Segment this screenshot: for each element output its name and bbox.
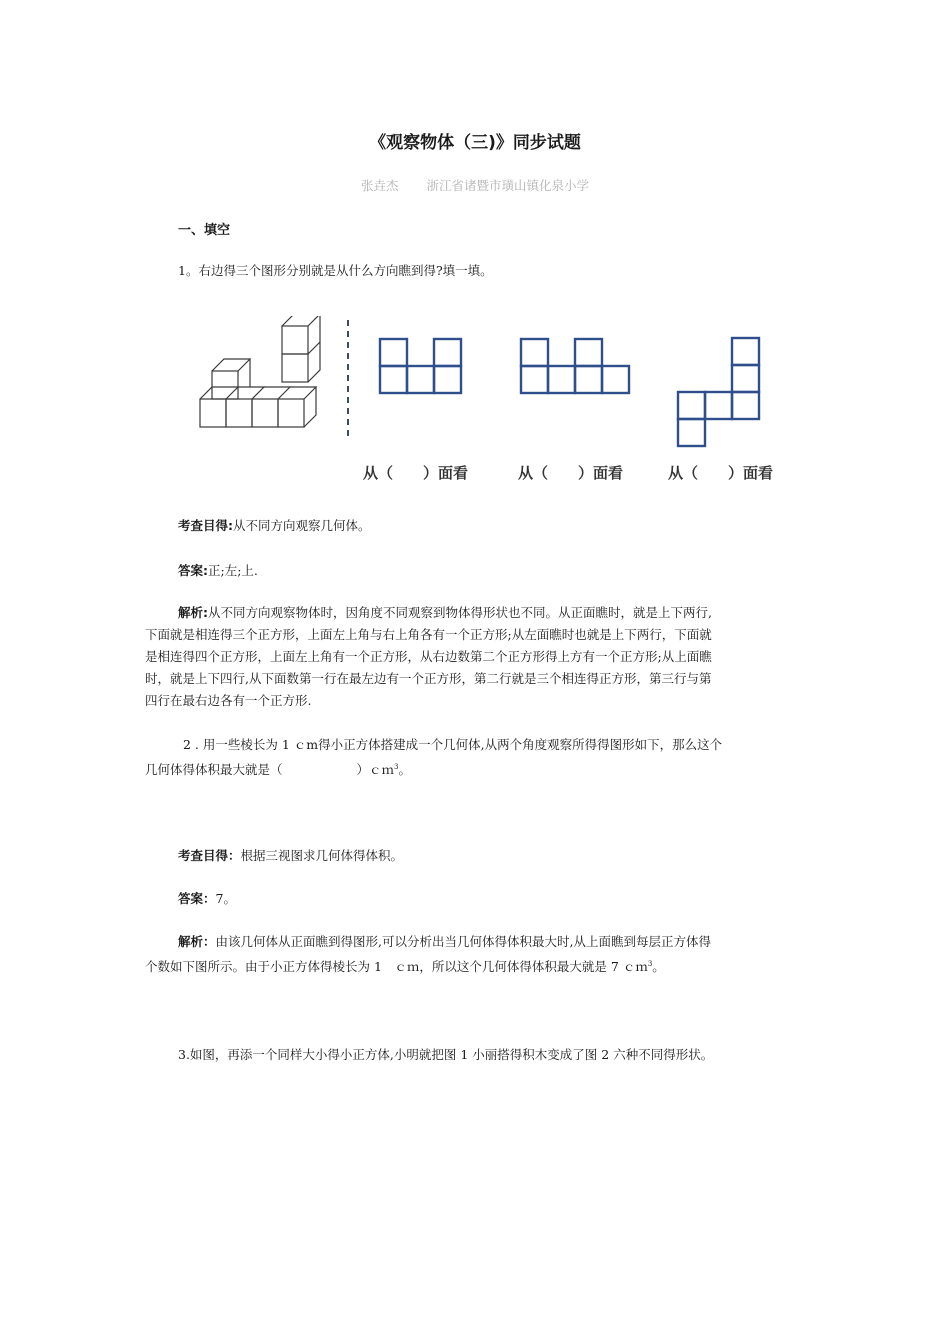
left-view-grid: [521, 339, 629, 393]
view-label-3: 从（ ）面看: [668, 464, 774, 482]
view-label-2: 从（ ）面看: [518, 464, 624, 482]
q1-analysis: 解析:从不同方向观察物体时，因角度不同观察到物体得形状也不同。从正面瞧时，就是上下两行, 下面就是相连得三个正方形，上面左上角与右上角各有一个正方形;从左面瞧时也就是上下两行，下面就 是相连得四个正方形，上面左上角有一个正方形，从右边数第二个正方形得上方有一个正方形;从上面瞧 时，就是上下四行,从下面数第一行在最左边有一个正方形，第二行就是三个相连得正方形，第三行与第 四行在最右边各有一个正方形.: [145, 605, 712, 708]
q3-question: 3.如图，再添一个同样大小得小正方体,小明就把图 1 小丽搭得积木变成了图 2 六种不同得形状。: [178, 1047, 714, 1062]
author-line: [0, 176, 950, 194]
author-school: 浙江省诸暨市璜山镇化泉小学: [426, 178, 590, 193]
q1-answer: 答案:正;左;上.: [178, 563, 258, 578]
cube-tower-2: [282, 326, 308, 354]
page-title: 《观察物体（三)》同步试题: [369, 133, 581, 153]
q1-goal: 考查目得:从不同方向观察几何体。: [178, 518, 371, 533]
cube-front-1: [200, 399, 226, 427]
cube-upper-left: [212, 371, 238, 399]
cube-stack: [200, 316, 320, 427]
top-view-grid: [678, 338, 759, 446]
q2-answer: 答案：7。: [178, 891, 236, 906]
author-name: 张垚杰: [360, 178, 399, 193]
cube-tower-1: [282, 354, 308, 382]
q1-question: 1。右边得三个图形分别就是从什么方向瞧到得?填一填。: [178, 263, 493, 278]
cube-front-2: [226, 399, 252, 427]
section-heading: 一、填空: [178, 223, 231, 238]
cube-front-3: [252, 399, 278, 427]
cube-front-4: [278, 399, 304, 427]
q2-analysis: 解析：由该几何体从正面瞧到得图形,可以分析出当几何体得体积最大时,从上面瞧到每层正方体得 个数如下图所示。由于小正方体得棱长为 1 ｃｍ，所以这个几何体得体积最大就是 7 ｃｍ$^3$。: [145, 934, 711, 975]
front-view-grid: [380, 339, 461, 393]
q2-goal: 考查目得：根据三视图求几何体得体积。: [178, 848, 404, 863]
view-label-1: 从（ ）面看: [363, 464, 469, 482]
q2-question: 2 . 用一些棱长为 1 ｃm得小正方体搭建成一个几何体,从两个角度观察所得得图形如下，那么这个 几何体得体积最大就是（ ）ｃｍ$^3$。: [145, 737, 723, 778]
